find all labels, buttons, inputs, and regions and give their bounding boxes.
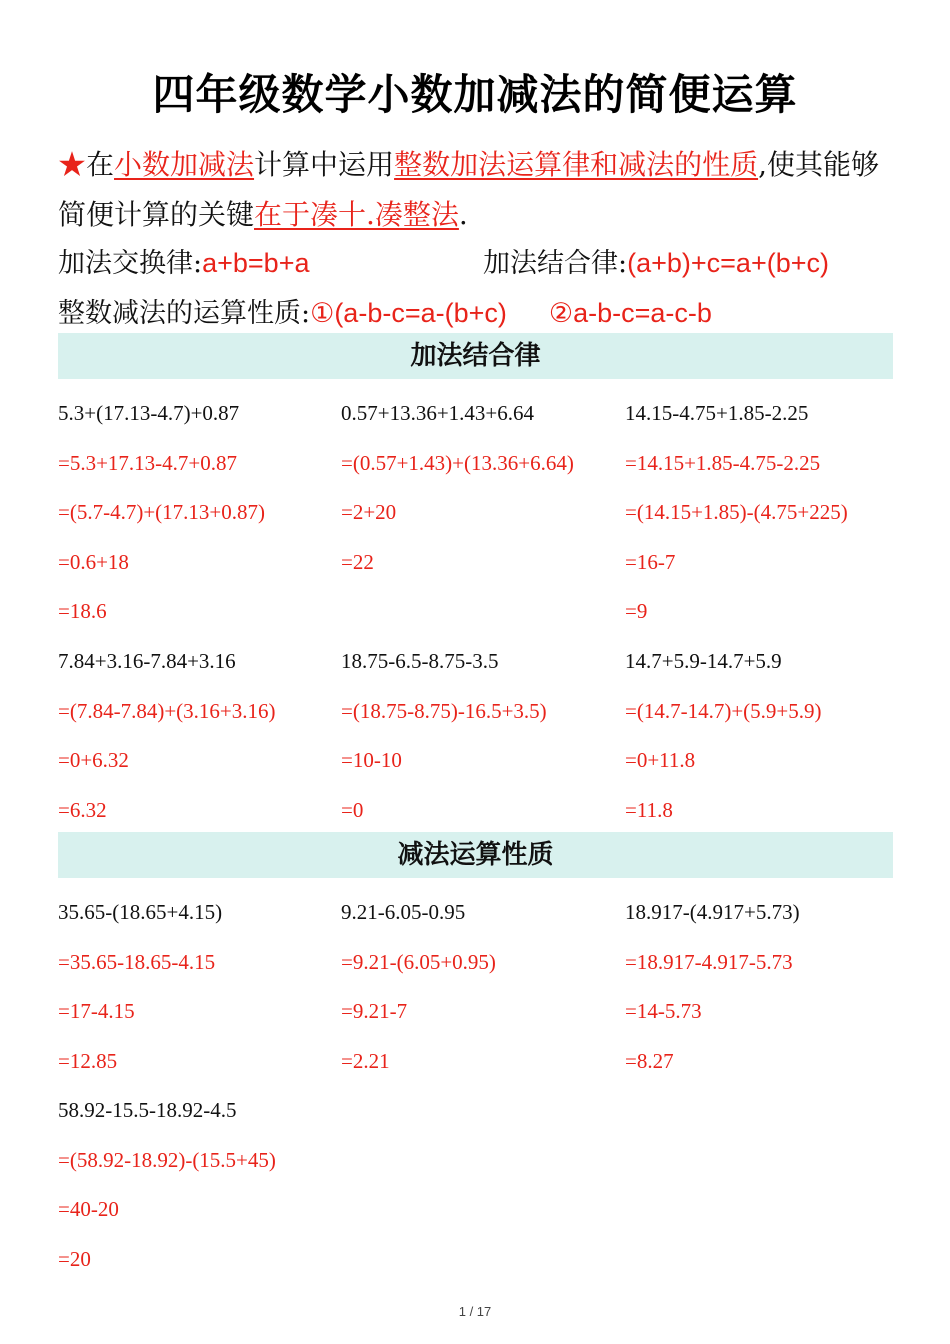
problem-cell <box>58 1098 338 1296</box>
solution-step: =20 <box>58 1246 91 1271</box>
intro-paragraph <box>58 140 898 240</box>
associative-formula: (a+b)+c=a+(b+c) <box>627 248 829 278</box>
solution-step: =9 <box>625 599 648 624</box>
solution-step: =5.3+17.13-4.7+0.87 <box>58 450 238 475</box>
solution-step: =(0.57+1.43)+(13.36+6.64) <box>341 450 574 475</box>
solution-step: =(14.15+1.85)-(4.75+225) <box>625 500 848 525</box>
intro-highlight-3: 在于凑十.凑整法 <box>254 198 459 231</box>
problem-question: 0.57+13.36+1.43+6.64 <box>341 401 535 425</box>
page-title: 四年级数学小数加减法的简便运算 <box>152 70 798 119</box>
solution-step: =17-4.15 <box>58 999 135 1024</box>
solution-step: =16-7 <box>625 549 676 574</box>
problem-cell <box>58 900 338 1098</box>
problem-question: 18.75-6.5-8.75-3.5 <box>341 649 499 673</box>
solution-step: =9.21-(6.05+0.95) <box>341 949 496 974</box>
solution-step: =14-5.73 <box>625 999 702 1024</box>
solution-step: =(7.84-7.84)+(3.16+3.16) <box>58 698 276 723</box>
solution-step: =(58.92-18.92)-(15.5+45) <box>58 1147 276 1172</box>
associative-law <box>483 243 829 284</box>
solution-step: =35.65-18.65-4.15 <box>58 949 216 974</box>
problem-cell <box>341 900 621 1098</box>
solution-step: =9.21-7 <box>341 999 408 1024</box>
problem-question: 14.15-4.75+1.85-2.25 <box>625 401 809 425</box>
star-icon: ★ <box>58 148 87 181</box>
intro-text-2: 计算中运用 <box>254 148 395 181</box>
solution-step: =10-10 <box>341 748 402 773</box>
associative-label: 加法结合律: <box>483 248 628 279</box>
problem-question: 35.65-(18.65+4.15) <box>58 900 223 924</box>
intro-highlight-1: 小数加减法 <box>114 148 255 181</box>
solution-step: =6.32 <box>58 797 107 822</box>
problem-question: 58.92-15.5-18.92-4.5 <box>58 1098 237 1122</box>
solution-step: =0 <box>341 797 364 822</box>
solution-step: =2.21 <box>341 1048 390 1073</box>
solution-step: =0+11.8 <box>625 748 696 773</box>
problem-question: 9.21-6.05-0.95 <box>341 900 466 924</box>
problem-question: 5.3+(17.13-4.7)+0.87 <box>58 401 240 425</box>
solution-step: =11.8 <box>625 797 673 822</box>
solution-step: =0+6.32 <box>58 748 129 773</box>
solution-step: =40-20 <box>58 1197 119 1222</box>
solution-step: =(14.7-14.7)+(5.9+5.9) <box>625 698 822 723</box>
subtraction-formula-2: ②a-b-c=a-c-b <box>548 298 712 328</box>
problem-question: 18.917-(4.917+5.73) <box>625 900 800 924</box>
solution-step: =18.917-4.917-5.73 <box>625 949 793 974</box>
section-heading: 减法运算性质 <box>58 832 893 878</box>
problem-question: 14.7+5.9-14.7+5.9 <box>625 649 782 673</box>
problem-cell <box>58 649 338 847</box>
solution-step: =2+20 <box>341 500 397 525</box>
problem-cell <box>341 401 621 599</box>
subtraction-property <box>58 293 712 334</box>
solution-step: =18.6 <box>58 599 107 624</box>
intro-highlight-2: 整数加法运算律和减法的性质 <box>394 148 759 181</box>
problem-cell <box>341 649 621 847</box>
problem-cell <box>58 401 338 649</box>
problem-cell <box>625 900 905 1098</box>
section-heading: 加法结合律 <box>58 333 893 379</box>
solution-step: =0.6+18 <box>58 549 129 574</box>
intro-text-4: . <box>458 198 468 231</box>
solution-step: =12.85 <box>58 1048 118 1073</box>
commutative-formula: a+b=b+a <box>202 248 310 278</box>
solution-step: =8.27 <box>625 1048 674 1073</box>
subtraction-formula-1: ①(a-b-c=a-(b+c) <box>310 298 507 328</box>
commutative-law <box>58 243 309 284</box>
intro-text-1: 在 <box>86 148 115 181</box>
solution-step: =(5.7-4.7)+(17.13+0.87) <box>58 500 265 525</box>
problem-cell <box>625 401 905 649</box>
problem-question: 7.84+3.16-7.84+3.16 <box>58 649 236 673</box>
page-number: 1 / 17 <box>458 1304 492 1319</box>
subtraction-label: 整数减法的运算性质: <box>58 298 311 329</box>
solution-step: =22 <box>341 549 374 574</box>
commutative-label: 加法交换律: <box>58 248 203 279</box>
solution-step: =14.15+1.85-4.75-2.25 <box>625 450 821 475</box>
intro-text-3: ,使其能够简便计算的关键 <box>58 148 879 231</box>
solution-step: =(18.75-8.75)-16.5+3.5) <box>341 698 547 723</box>
problem-cell <box>625 649 905 847</box>
